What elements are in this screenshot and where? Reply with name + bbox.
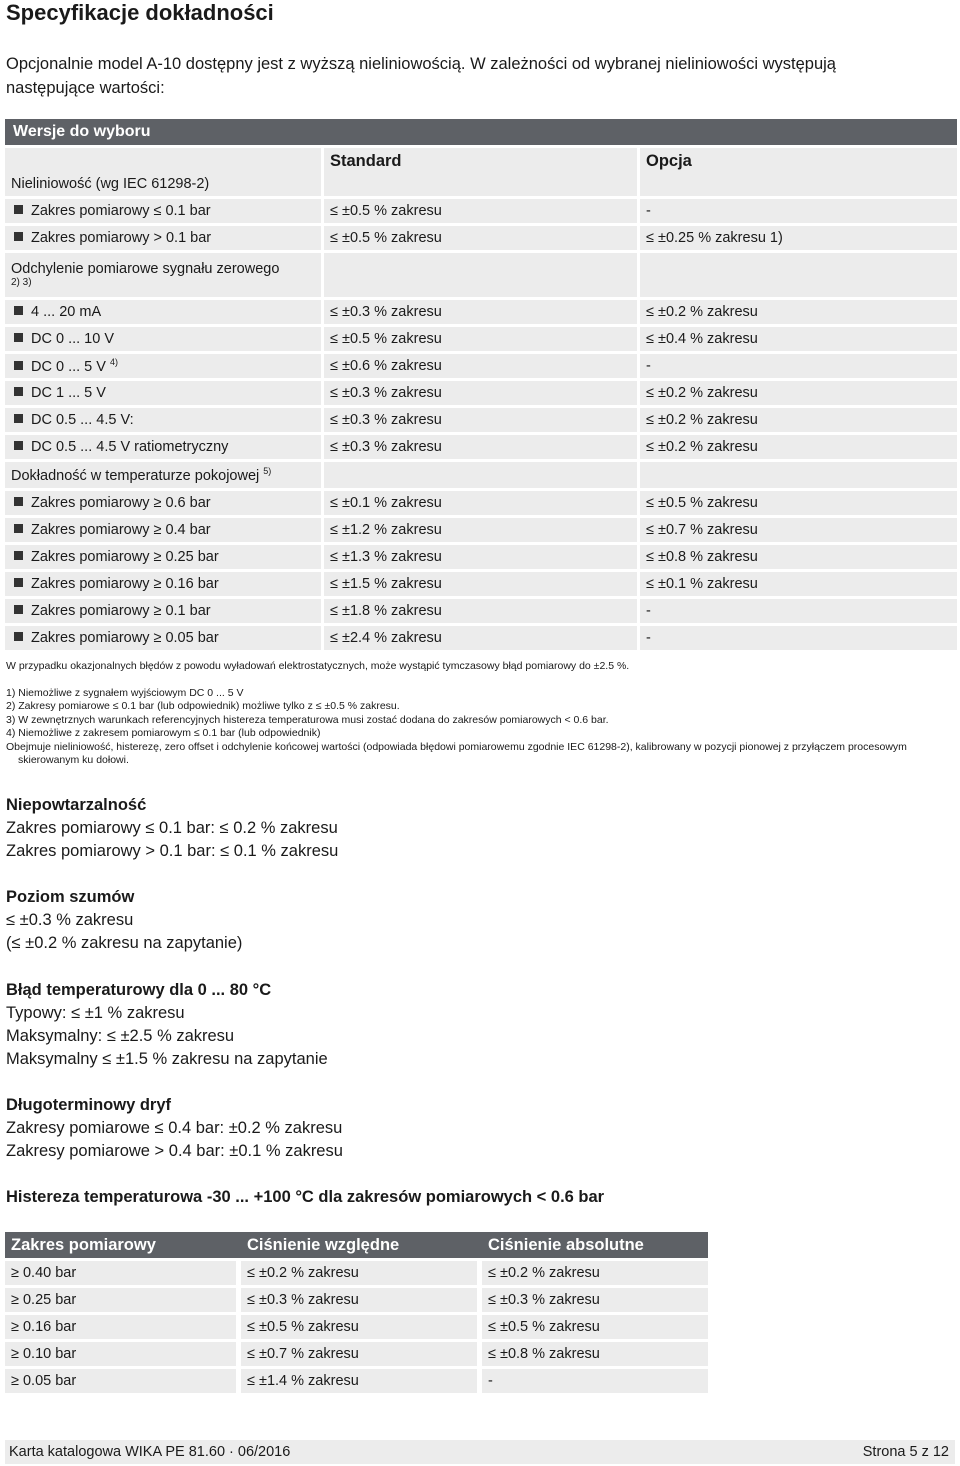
spec-row-option: ≤ ±0.2 % zakresu: [640, 408, 957, 432]
hysteresis-section: [6, 1186, 604, 1209]
square-bullet-icon: [14, 387, 23, 396]
spec-row-option: ≤ ±0.2 % zakresu: [640, 300, 957, 324]
repeatability-section: [6, 794, 338, 863]
spec-row-label: 4 ... 20 mA: [5, 300, 321, 324]
hyst-cell: ≤ ±1.4 % zakresu: [241, 1369, 477, 1393]
square-bullet-icon: [14, 551, 23, 560]
spec-row-label: Zakres pomiarowy ≥ 0.25 bar: [5, 545, 321, 569]
spec-row: [5, 408, 957, 432]
spec-row-standard: ≤ ±1.2 % zakresu: [324, 518, 637, 542]
hyst-cell: ≥ 0.05 bar: [5, 1369, 236, 1393]
hyst-cell: ≤ ±0.5 % zakresu: [241, 1315, 477, 1339]
square-bullet-icon: [14, 333, 23, 342]
spec-row: [5, 572, 957, 596]
hyst-cell: ≤ ±0.2 % zakresu: [241, 1261, 477, 1285]
hyst-cell: ≥ 0.40 bar: [5, 1261, 236, 1285]
spec-row-option: ≤ ±0.25 % zakresu 1): [640, 226, 957, 250]
footnote-2: 2) Zakresy pomiarowe ≤ 0.1 bar (lub odpowiednik) możliwe tylko z ≤ ±0.5 % zakresu.: [6, 700, 400, 712]
spec-row-label: DC 0.5 ... 4.5 V ratiometryczny: [5, 435, 321, 459]
spec-row: [5, 518, 957, 542]
spec-row-option: ≤ ±0.4 % zakresu: [640, 327, 957, 351]
page-footer: [5, 1440, 955, 1464]
footnotes: [6, 660, 951, 768]
temp-error-section: [6, 979, 328, 1071]
square-bullet-icon: [14, 414, 23, 423]
spec-row-option: -: [640, 354, 957, 378]
spec-row-label: Zakres pomiarowy ≥ 0.1 bar: [5, 599, 321, 623]
spec-row-option: -: [640, 626, 957, 650]
spec-row: [5, 354, 957, 378]
hyst-cell: ≥ 0.10 bar: [5, 1342, 236, 1366]
spec-row: [5, 199, 957, 223]
spec-row: [5, 300, 957, 324]
hyst-cell: ≥ 0.25 bar: [5, 1288, 236, 1312]
spec-row: [5, 491, 957, 515]
square-bullet-icon: [14, 524, 23, 533]
square-bullet-icon: [14, 497, 23, 506]
nonlinearity-label: Nieliniowość (wg IEC 61298-2): [5, 148, 321, 196]
zero-signal-section-label: Odchylenie pomiarowe sygnału zerowego 2) 3): [5, 253, 957, 297]
noise-title: Poziom szumów: [6, 888, 135, 906]
spec-row-option: ≤ ±0.7 % zakresu: [640, 518, 957, 542]
spec-row-label: DC 0 ... 5 V $^{4)}$: [5, 354, 321, 378]
hyst-cell: ≤ ±0.3 % zakresu: [241, 1288, 477, 1312]
repeatability-title: Niepowtarzalność: [6, 796, 147, 814]
repeatability-line: Zakres pomiarowy > 0.1 bar: ≤ 0.1 % zakresu: [6, 842, 339, 860]
hysteresis-table: [5, 1229, 708, 1396]
spec-row-label: Zakres pomiarowy ≥ 0.6 bar: [5, 491, 321, 515]
spec-row-standard: ≤ ±0.3 % zakresu: [324, 381, 637, 405]
spec-row-standard: ≤ ±0.3 % zakresu: [324, 408, 637, 432]
spec-row-option: ≤ ±0.5 % zakresu: [640, 491, 957, 515]
spec-row-label: Zakres pomiarowy > 0.1 bar: [5, 226, 321, 250]
spec-row-option: -: [640, 199, 957, 223]
hyst-header-absolute: Ciśnienie absolutne: [482, 1232, 708, 1258]
spec-row-option: -: [640, 599, 957, 623]
hyst-row: [5, 1261, 708, 1285]
spec-row-label: DC 1 ... 5 V: [5, 381, 321, 405]
hyst-cell: ≤ ±0.8 % zakresu: [482, 1342, 708, 1366]
hyst-row: [5, 1369, 708, 1393]
spec-row-standard: ≤ ±0.6 % zakresu: [324, 354, 637, 378]
noise-line: (≤ ±0.2 % zakresu na zapytanie): [6, 934, 243, 952]
footer-doc-id: Karta katalogowa WIKA PE 81.60 · 06/2016: [9, 1444, 291, 1460]
square-bullet-icon: [14, 232, 23, 241]
hysteresis-title: Histereza temperaturowa -30 ... +100 °C dla zakresów pomiarowych < 0.6 bar: [6, 1188, 605, 1206]
spec-row-standard: ≤ ±0.5 % zakresu: [324, 327, 637, 351]
spec-row-standard: ≤ ±0.1 % zakresu: [324, 491, 637, 515]
spec-row-label: Zakres pomiarowy ≥ 0.16 bar: [5, 572, 321, 596]
room-temp-section-label: Dokładność w temperaturze pokojowej $^{5)}$: [5, 462, 957, 488]
repeatability-line: Zakres pomiarowy ≤ 0.1 bar: ≤ 0.2 % zakresu: [6, 819, 338, 837]
footnote-4: 4) Niemożliwe z zakresem pomiarowym ≤ 0.1 bar (lub odpowiednik): [6, 727, 321, 739]
spec-row-option: ≤ ±0.2 % zakresu: [640, 435, 957, 459]
hyst-header-range: Zakres pomiarowy: [5, 1232, 236, 1258]
spec-row: [5, 599, 957, 623]
spec-row-standard: ≤ ±1.8 % zakresu: [324, 599, 637, 623]
square-bullet-icon: [14, 441, 23, 450]
spec-row: [5, 381, 957, 405]
spec-row: [5, 626, 957, 650]
spec-row-label: Zakres pomiarowy ≤ 0.1 bar: [5, 199, 321, 223]
spec-row-option: ≤ ±0.2 % zakresu: [640, 381, 957, 405]
drift-title: Długoterminowy dryf: [6, 1096, 172, 1114]
col-option-header: Opcja: [640, 148, 957, 196]
footer-page-number: Strona 5 z 12: [862, 1444, 949, 1460]
temp-error-line: Typowy: ≤ ±1 % zakresu: [6, 1004, 185, 1022]
spec-row: [5, 327, 957, 351]
accuracy-spec-table: [5, 116, 957, 653]
esd-note: W przypadku okazjonalnych błędów z powodu wyładowań elektrostatycznych, może wystąpić tymczasowy błąd pomiarowy do ±2.5 %.: [6, 660, 630, 672]
hyst-cell: ≤ ±0.5 % zakresu: [482, 1315, 708, 1339]
spec-row-label: Zakres pomiarowy ≥ 0.4 bar: [5, 518, 321, 542]
hyst-cell: -: [482, 1369, 708, 1393]
noise-line: ≤ ±0.3 % zakresu: [6, 911, 134, 929]
spec-row-standard: ≤ ±0.3 % zakresu: [324, 300, 637, 324]
drift-line: Zakresy pomiarowe > 0.4 bar: ±0.1 % zakresu: [6, 1142, 343, 1160]
spec-row-standard: ≤ ±0.3 % zakresu: [324, 435, 637, 459]
drift-section: [6, 1094, 343, 1163]
temp-error-line: Maksymalny: ≤ ±2.5 % zakresu: [6, 1027, 235, 1045]
noise-section: [6, 886, 242, 955]
spec-row-standard: ≤ ±0.5 % zakresu: [324, 199, 637, 223]
square-bullet-icon: [14, 205, 23, 214]
square-bullet-icon: [14, 605, 23, 614]
spec-row: [5, 545, 957, 569]
spec-row-standard: ≤ ±1.3 % zakresu: [324, 545, 637, 569]
hyst-cell: ≤ ±0.7 % zakresu: [241, 1342, 477, 1366]
spec-table-header: Wersje do wyboru: [5, 119, 957, 145]
square-bullet-icon: [14, 632, 23, 641]
spec-row-option: ≤ ±0.8 % zakresu: [640, 545, 957, 569]
spec-row: [5, 226, 957, 250]
spec-row-standard: ≤ ±2.4 % zakresu: [324, 626, 637, 650]
hyst-cell: ≤ ±0.2 % zakresu: [482, 1261, 708, 1285]
col-standard-header: Standard: [324, 148, 637, 196]
hyst-row: [5, 1315, 708, 1339]
spec-row: [5, 435, 957, 459]
spec-row-label: Zakres pomiarowy ≥ 0.05 bar: [5, 626, 321, 650]
footnote-5: Obejmuje nieliniowość, histerezę, zero offset i odchylenie końcowej wartości (odpowiada błędowi pomiarowemu zgodnie IEC 61298-2), kalibrowany w pozycji pionowej z przyłączem procesowym skierowanym ku dołowi.: [6, 740, 907, 766]
square-bullet-icon: [14, 306, 23, 315]
hyst-header-gauge: Ciśnienie względne: [241, 1232, 477, 1258]
spec-row-label: DC 0 ... 10 V: [5, 327, 321, 351]
footnote-3: 3) W zewnętrznych warunkach referencyjnych histereza temperaturowa musi zostać dodana do zakresów pomiarowych < 0.6 bar.: [6, 713, 609, 726]
temp-error-title: Błąd temperaturowy dla 0 ... 80 °C: [6, 981, 272, 999]
square-bullet-icon: [14, 578, 23, 587]
spec-row-label: DC 0.5 ... 4.5 V:: [5, 408, 321, 432]
page-title: Specyfikacje dokładności: [6, 0, 274, 25]
intro-text: Opcjonalnie model A-10 dostępny jest z wyższą nieliniowością. W zależności od wybranej nieliniowości występują następujące wartości:: [6, 55, 836, 97]
spec-row-standard: ≤ ±0.5 % zakresu: [324, 226, 637, 250]
square-bullet-icon: [14, 361, 23, 370]
hyst-row: [5, 1288, 708, 1312]
hyst-cell: ≥ 0.16 bar: [5, 1315, 236, 1339]
footnote-1: 1) Niemożliwe z sygnałem wyjściowym DC 0 ... 5 V: [6, 686, 244, 699]
spec-row-option: ≤ ±0.1 % zakresu: [640, 572, 957, 596]
temp-error-line: Maksymalny ≤ ±1.5 % zakresu na zapytanie: [6, 1050, 328, 1068]
hyst-cell: ≤ ±0.3 % zakresu: [482, 1288, 708, 1312]
hyst-row: [5, 1342, 708, 1366]
drift-line: Zakresy pomiarowe ≤ 0.4 bar: ±0.2 % zakresu: [6, 1119, 343, 1137]
spec-row-standard: ≤ ±1.5 % zakresu: [324, 572, 637, 596]
